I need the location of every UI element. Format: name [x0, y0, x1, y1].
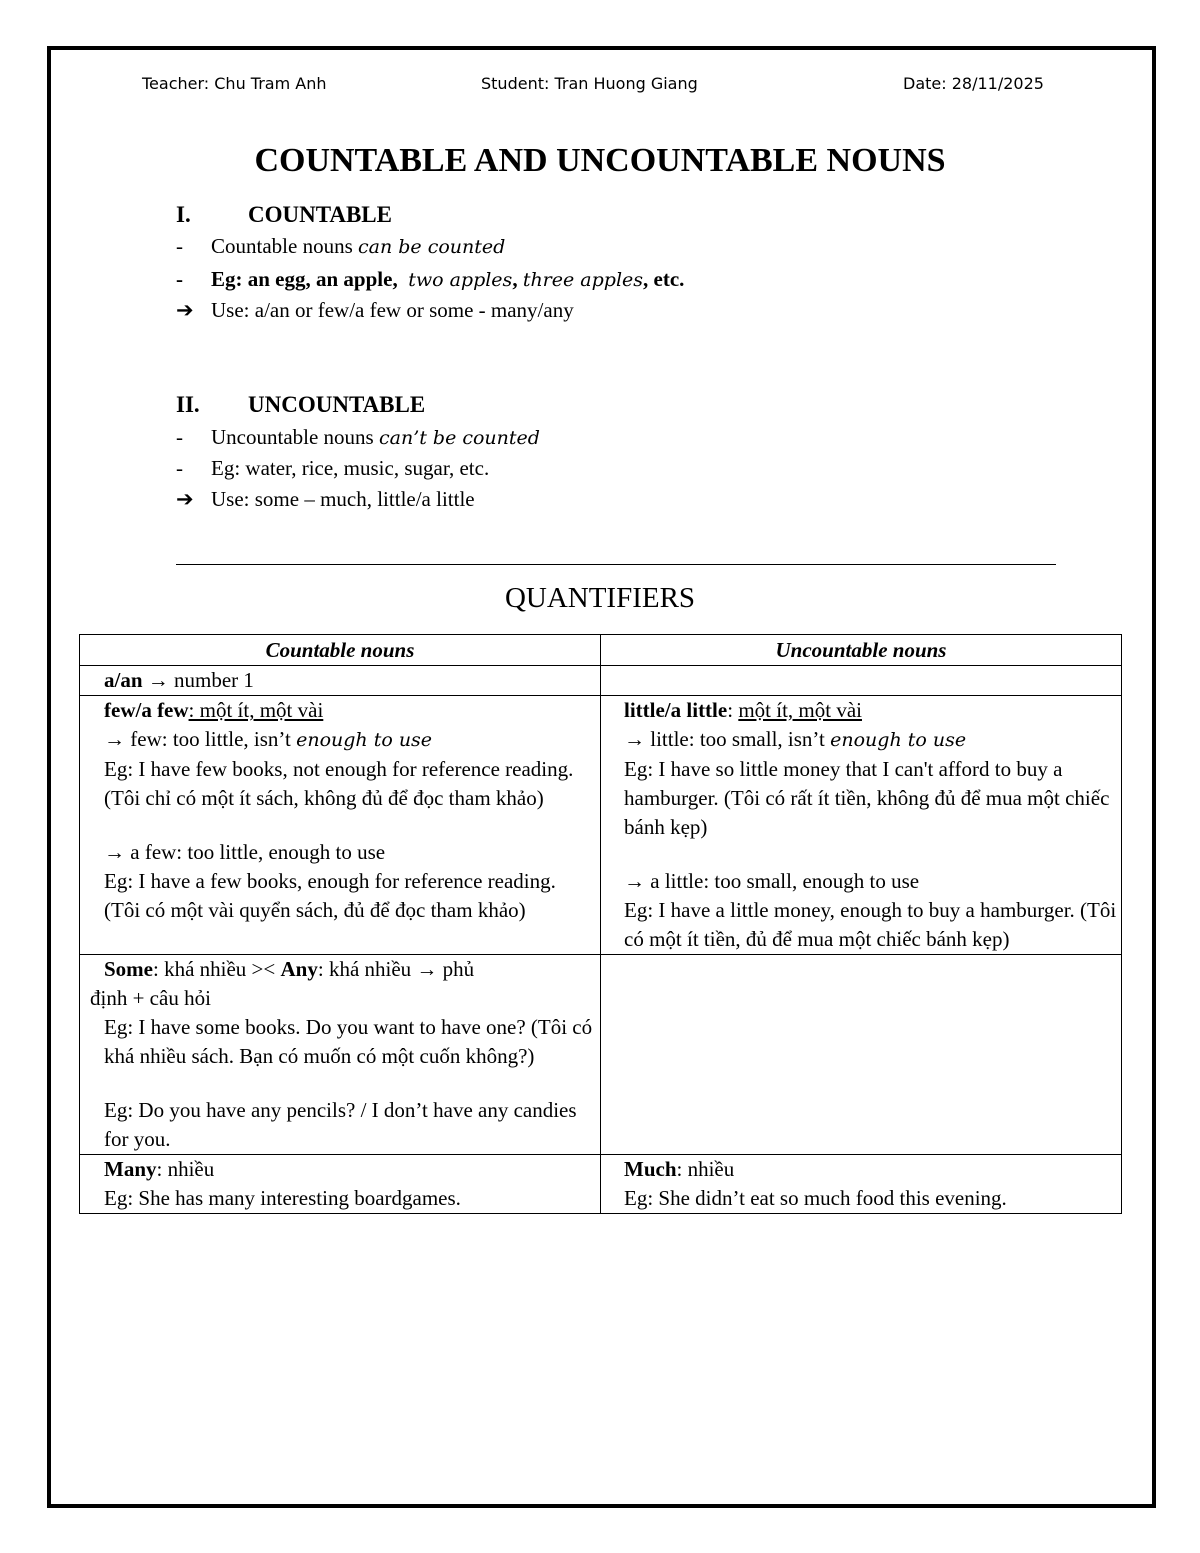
quantifiers-title: QUANTIFIERS — [504, 582, 696, 614]
countable-definition: - Countable nouns can be counted — [176, 234, 506, 258]
bullet-dash: - — [176, 234, 183, 258]
table-row — [80, 696, 1122, 955]
column-header-countable: Countable nouns — [80, 635, 601, 666]
cell-much: Much: nhiều Eg: She didn’t eat so much food this evening. — [601, 1155, 1122, 1214]
uncountable-usage: ➔ Use: some – much, little/a little — [176, 487, 475, 511]
table-header-row — [80, 635, 1122, 666]
section-uncountable-heading — [176, 392, 425, 418]
divider-line — [176, 564, 1056, 565]
countable-examples: - Eg: an egg, an apple, two apples, three apples, etc. — [176, 267, 685, 291]
bullet-dash: - — [176, 267, 183, 291]
section-number: II. — [176, 392, 200, 417]
bullet-dash: - — [176, 456, 183, 480]
table-row — [80, 1155, 1122, 1214]
bullet-dash: - — [176, 425, 183, 449]
arrow-right-icon: ➔ — [176, 298, 194, 322]
cell-a-an: a/an → number 1 — [80, 666, 601, 696]
countable-usage: ➔ Use: a/an or few/a few or some - many/any — [176, 298, 574, 322]
page-title: COUNTABLE AND UNCOUNTABLE NOUNS — [254, 142, 946, 179]
cell-little: little/a little: một ít, một vài → little: too small, isn’t enough to use Eg: I have so little money that I can't afford to buy a hamburger. (Tôi có rất ít tiền, không đủ để mua một chiếc bánh kẹp) → a little: too small, enough to use Eg: I have a little money, enough to buy a hamburger. (Tôi có một ít tiền, đủ để mua một chiếc bánh kẹp) — [601, 696, 1122, 955]
quantifiers-table — [79, 634, 1122, 1214]
table-row — [80, 666, 1122, 696]
date-label: Date: 28/11/2025 — [903, 74, 1044, 93]
cell-some-any: Some: khá nhiều >< Any: khá nhiều → phủ định + câu hỏi Eg: I have some books. Do you want to have one? (Tôi có khá nhiều sách. Bạn có muốn có một cuốn không?) Eg: Do you have any pencils? / I don’t have any candies for you. — [80, 955, 601, 1155]
cell-empty — [601, 666, 1122, 696]
column-header-uncountable: Uncountable nouns — [601, 635, 1122, 666]
section-title: UNCOUNTABLE — [248, 392, 426, 417]
cell-many: Many: nhiều Eg: She has many interesting boardgames. — [80, 1155, 601, 1214]
cell-few: few/a few: một ít, một vài → few: too little, isn’t enough to use Eg: I have few books, not enough for reference reading. (Tôi chỉ có một ít sách, không đủ để đọc tham khảo) → a few: too little, enough to use Eg: I have a few books, enough for reference reading. (Tôi có một vài quyển sách, đủ để đọc tham khảo) — [80, 696, 601, 955]
table-row — [80, 955, 1122, 1155]
student-label: Student: Tran Huong Giang — [481, 74, 698, 93]
section-number: I. — [176, 202, 191, 227]
section-countable-heading — [176, 202, 392, 228]
section-title: COUNTABLE — [248, 202, 392, 227]
uncountable-definition: - Uncountable nouns can’t be counted — [176, 425, 540, 449]
cell-empty — [601, 955, 1122, 1155]
teacher-label: Teacher: Chu Tram Anh — [142, 74, 327, 93]
arrow-right-icon: ➔ — [176, 487, 194, 511]
uncountable-examples: - Eg: water, rice, music, sugar, etc. — [176, 456, 490, 480]
